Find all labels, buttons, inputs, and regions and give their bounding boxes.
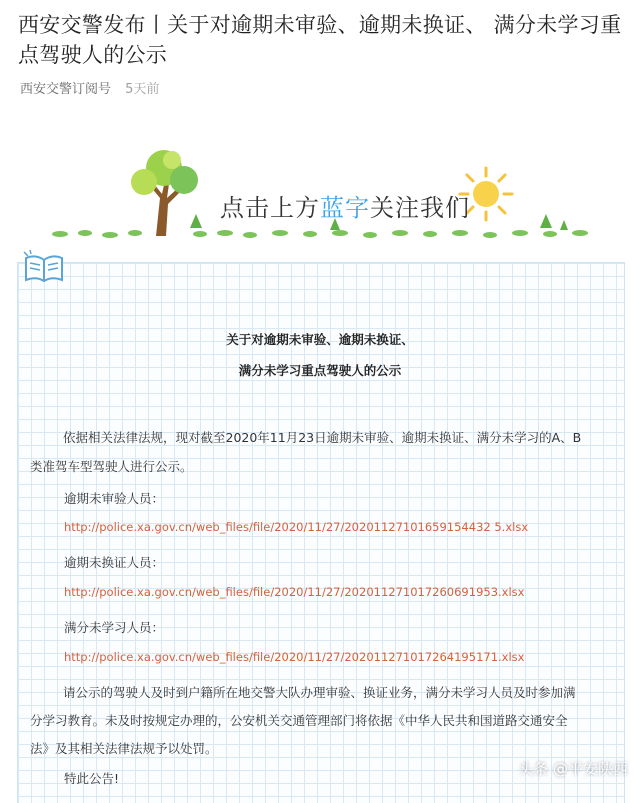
follow-banner — [40, 148, 600, 243]
watermark: 头条 @平安陕西 — [518, 760, 628, 778]
section3-label: 满分未学习人员： — [64, 620, 165, 635]
notice-end: 特此公告! — [64, 771, 120, 786]
document-title-line1: 关于对逾期未审验、逾期未换证、 — [226, 332, 414, 347]
banner-text-highlight: 蓝字 — [320, 194, 370, 222]
article-meta — [20, 78, 159, 97]
section2-link[interactable]: http://police.xa.gov.cn/web_files/file/2020/11/27/202011271017260691953.xlsx — [64, 585, 525, 599]
section1-link[interactable]: http://police.xa.gov.cn/web_files/file/2020/11/27/20201127101659154432 5.xlsx — [64, 520, 529, 534]
intro-paragraph-line2: 类准驾车型驾驶人进行公示。 — [30, 459, 193, 474]
closing-paragraph-line2: 分学习教育。未及时按规定办理的，公安机关交通管理部门将依据《中华人民共和国道路交通安全 — [30, 713, 568, 728]
follow-us-text[interactable] — [220, 188, 470, 223]
tree-icon — [120, 148, 210, 238]
source-name[interactable]: 西安交警订阅号 — [20, 82, 112, 97]
document-title-line2: 满分未学习重点驾驶人的公示 — [238, 363, 402, 378]
book-icon — [22, 250, 66, 284]
intro-paragraph-line1: 依据相关法律法规，现对截至2020年11月23日逾期未审验、逾期未换证、满分未学习的A、B — [63, 430, 582, 445]
publish-time: 5天前 — [125, 82, 160, 97]
section3-link[interactable]: http://police.xa.gov.cn/web_files/file/2020/11/27/202011271017264195171.xlsx — [64, 650, 525, 664]
closing-paragraph-line1: 请公示的驾驶人及时到户籍所在地交警大队办理审验、换证业务，满分未学习人员及时参加满 — [63, 685, 576, 700]
banner-text-before: 点击上方 — [220, 194, 320, 222]
section1-label: 逾期未审验人员： — [64, 491, 165, 506]
closing-paragraph-line3: 法》及其相关法律法规予以处罚。 — [30, 741, 218, 756]
article-title: 西安交警发布丨关于对逾期未审验、逾期未换证、 满分未学习重点驾驶人的公示 — [18, 13, 622, 67]
section2-label: 逾期未换证人员： — [64, 555, 165, 570]
banner-text-after: 关注我们 — [370, 194, 470, 222]
